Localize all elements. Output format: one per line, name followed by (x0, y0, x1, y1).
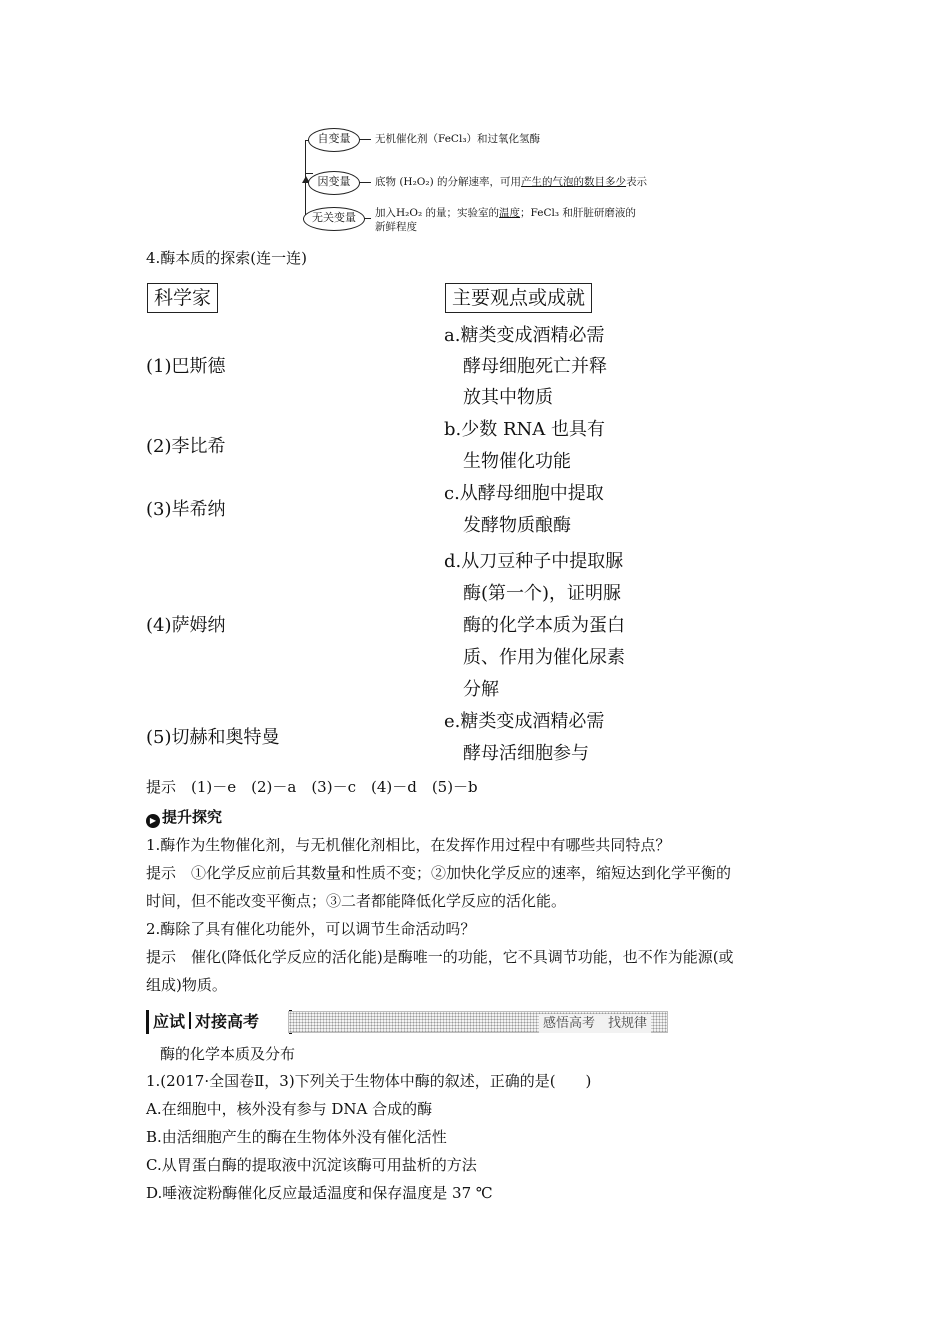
explore-heading (146, 806, 222, 828)
node-desc: 无机催化剂（FeCl₃）和过氧化氢酶 (375, 133, 541, 145)
achievement-b-line: 生物催化功能 (463, 451, 571, 472)
explore-line: 时间，但不能改变平衡点；③二者都能降低化学反应的活化能。 (146, 892, 567, 910)
scientist-item: (1)巴斯德 (146, 356, 226, 377)
node-desc (375, 206, 636, 220)
achievement-b-line: b.少数 RNA 也具有 (444, 419, 605, 440)
q4-heading: 4.酶本质的探索(连一连) (146, 249, 308, 267)
node-dependent-variable: 因变量 (308, 171, 360, 195)
achievement-a-line: 酵母细胞死亡并释 (463, 356, 607, 377)
achievement-d-line: 分解 (463, 679, 499, 700)
scientist-item: (4)萨姆纳 (146, 615, 226, 636)
explore-line: 提示 催化(降低化学反应的活化能)是酶唯一的功能，它不具调节功能，也不作为能源(或 (146, 948, 734, 966)
play-circle-icon: ▶ (146, 814, 160, 828)
achievement-c-line: c.从酵母细胞中提取 (444, 483, 604, 504)
title-separator (189, 1012, 191, 1029)
desc-part-underlined: 温度 (499, 207, 521, 219)
achievement-a-line: 放其中物质 (463, 387, 553, 408)
desc-part: 加入H₂O₂ 的量；实验室的 (375, 207, 500, 219)
exam-topic: 酶的化学本质及分布 (160, 1045, 296, 1063)
achievement-d-line: 质、作用为催化尿素 (463, 647, 625, 668)
desc-part: 表示 (626, 176, 648, 188)
desc-part-underlined: 产生的气泡的数目多少 (521, 176, 627, 188)
achievement-e-line: e.糖类变成酒精必需 (444, 711, 605, 732)
exam-option: D.唾液淀粉酶催化反应最适温度和保存温度是 37 ℃ (146, 1184, 493, 1202)
explore-line: 1.酶作为生物催化剂，与无机催化剂相比，在发挥作用过程中有哪些共同特点？ (146, 836, 671, 854)
exam-question: 1.(2017·全国卷Ⅱ，3)下列关于生物体中酶的叙述，正确的是( ) (146, 1072, 592, 1090)
scientist-item: (2)李比希 (146, 436, 226, 457)
explore-title: 提升探究 (162, 808, 223, 826)
exam-bar-title-left: 应试 (153, 1012, 186, 1031)
node-desc-line2: 新鲜程度 (375, 221, 417, 233)
scientist-item: (5)切赫和奥特曼 (146, 727, 280, 748)
achievement-c-line: 发酵物质酿酶 (463, 515, 571, 536)
exam-option: B.由活细胞产生的酶在生物体外没有催化活性 (146, 1128, 447, 1146)
node-irrelevant-variable: 无关变量 (303, 207, 365, 231)
diagram-bracket-mid (305, 173, 313, 174)
exam-option: A.在细胞中，核外没有参与 DNA 合成的酶 (146, 1100, 433, 1118)
col-header-achievement: 主要观点或成就 (445, 283, 592, 313)
dotted-banner (288, 1011, 668, 1033)
node-connector (359, 139, 371, 140)
explore-line: 提示 ①化学反应前后其数量和性质不变；②加快化学反应的速率，缩短达到化学平衡的 (146, 864, 732, 882)
achievement-e-line: 酵母活细胞参与 (463, 743, 589, 764)
node-independent-variable: 自变量 (308, 128, 360, 152)
node-desc (375, 175, 647, 189)
exam-bar-title-right: 对接高考 (195, 1012, 260, 1031)
q4-hint: 提示 (1)－e (2)－a (3)－c (4)－d (5)－b (146, 778, 478, 796)
col-header-scientist: 科学家 (147, 283, 218, 313)
achievement-d-line: 酶(第一个)，证明脲 (463, 583, 622, 604)
desc-part: 底物 (H₂O₂) 的分解速率，可用 (375, 176, 522, 188)
exam-option: C.从胃蛋白酶的提取液中沉淀该酶可用盐析的方法 (146, 1156, 477, 1174)
achievement-d-line: 酶的化学本质为蛋白 (463, 615, 625, 636)
exam-bar-subtitle: 感悟高考 找规律 (539, 1014, 651, 1033)
node-connector (364, 218, 371, 219)
explore-line: 2.酶除了具有催化功能外，可以调节生命活动吗？ (146, 920, 476, 938)
explore-line: 组成)物质。 (146, 976, 227, 994)
achievement-a-line: a.糖类变成酒精必需 (444, 325, 605, 346)
desc-part: ；FeCl₃ 和肝脏研磨液的 (520, 207, 636, 219)
exam-bar-title (146, 1010, 292, 1034)
achievement-d-line: d.从刀豆种子中提取脲 (444, 551, 624, 572)
scientist-item: (3)毕希纳 (146, 499, 226, 520)
node-connector (359, 182, 371, 183)
